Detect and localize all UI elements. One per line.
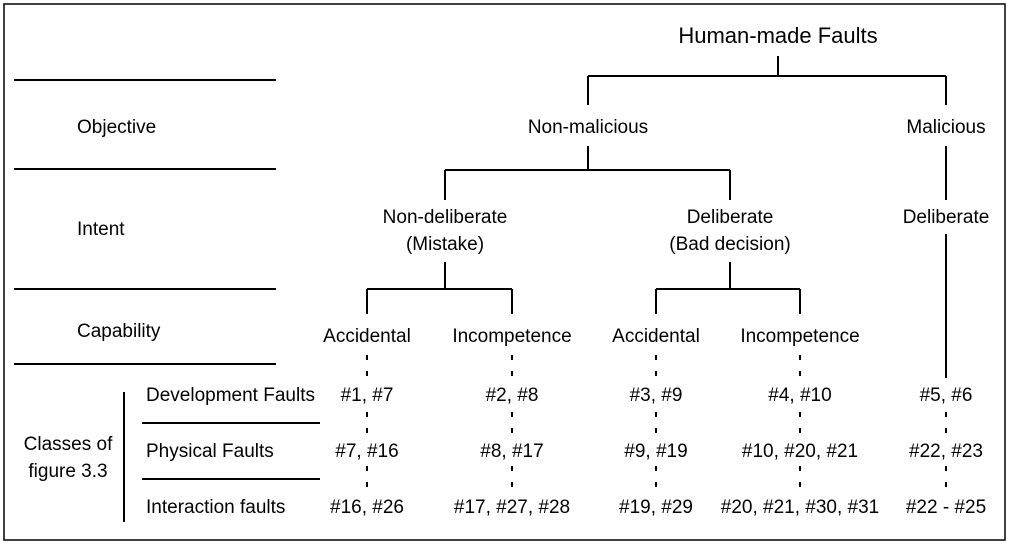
class-cell: #4, #10 (768, 385, 832, 406)
node-accidental-b: Accidental (612, 326, 700, 347)
class-cell: #22, #23 (909, 441, 983, 462)
node-human-made-faults: Human-made Faults (678, 23, 878, 48)
node-non-malicious: Non-malicious (527, 117, 649, 138)
class-row-label-interaction: Interaction faults (146, 497, 286, 518)
node-malicious: Malicious (906, 117, 986, 138)
node-incompetence-b: Incompetence (740, 326, 860, 347)
node-non-deliberate: Non-deliberate (382, 207, 508, 228)
class-cell: #22 - #25 (905, 497, 987, 518)
classes-label-line2: figure 3.3 (28, 461, 108, 482)
class-cell: #1, #7 (340, 385, 394, 406)
class-row-label-physical: Physical Faults (146, 441, 274, 462)
node-deliberate-sub: (Bad decision) (669, 234, 791, 255)
row-label-objective: Objective (77, 117, 157, 138)
class-cell: #2, #8 (485, 385, 539, 406)
class-cell: #19, #29 (619, 497, 693, 518)
class-cell: #3, #9 (629, 385, 683, 406)
class-cell: #17, #27, #28 (453, 497, 571, 518)
node-incompetence-a: Incompetence (452, 326, 572, 347)
node-deliberate: Deliberate (686, 207, 774, 228)
class-cell: #5, #6 (919, 385, 973, 406)
class-cell: #16, #26 (330, 497, 404, 518)
row-label-intent: Intent (77, 219, 125, 240)
class-cell: #7, #16 (335, 441, 399, 462)
row-label-capability: Capability (77, 321, 161, 342)
class-cell: #9, #19 (624, 441, 688, 462)
class-row-label-development: Development Faults (146, 385, 315, 406)
class-cell: #20, #21, #30, #31 (720, 497, 880, 518)
node-non-deliberate-sub: (Mistake) (405, 234, 485, 255)
node-accidental-a: Accidental (323, 326, 411, 347)
class-cell: #10, #20, #21 (741, 441, 859, 462)
classes-label-line1: Classes of (23, 434, 113, 455)
node-malicious-deliberate: Deliberate (902, 207, 990, 228)
class-cell: #8, #17 (480, 441, 544, 462)
